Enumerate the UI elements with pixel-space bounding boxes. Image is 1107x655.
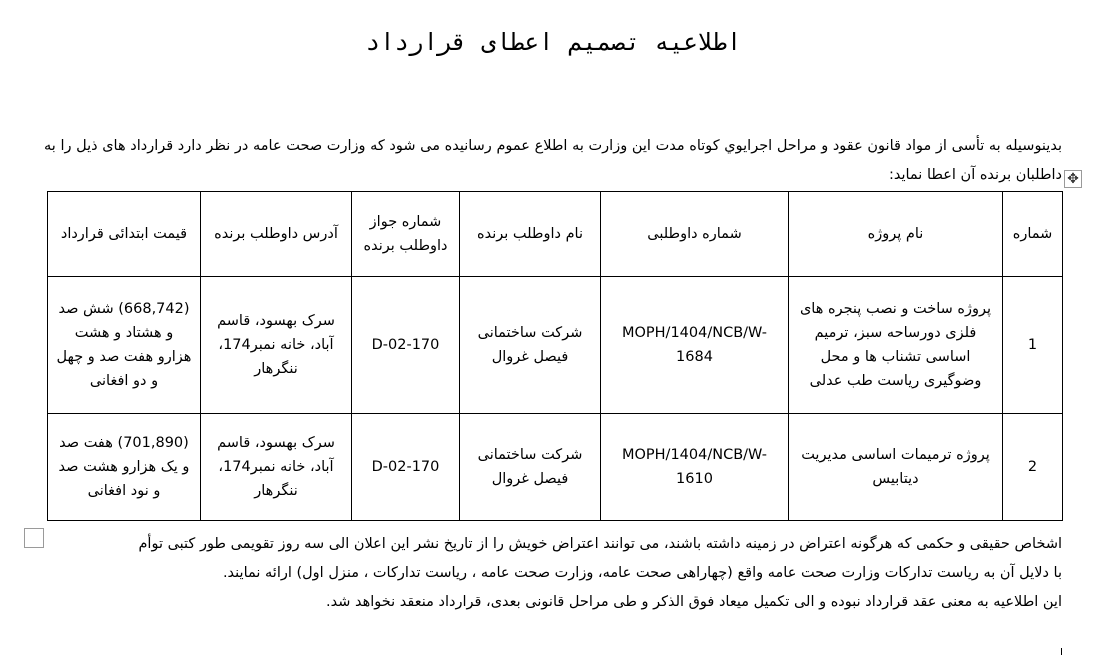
header-address: آدرس داوطلب برنده [201, 192, 352, 277]
table-row [48, 414, 1063, 521]
cell-winner-name: شرکت ساختمانی فیصل غروال [460, 277, 601, 414]
license-text: D-02-170 [371, 459, 440, 475]
move-icon[interactable]: ✥ [1064, 170, 1082, 188]
header-license: شماره جواز داوطلب برنده [352, 192, 460, 277]
cell-number: 1 [1003, 277, 1063, 414]
footer-line-1: اشخاص حقیقی و حکمی که هرگونه اعتراض در زمینه داشته باشند، می توانند اعتراض خویش را از تاریخ نشر این اعلان الی سه روز تقویمی طور کتبی توأم [138, 536, 1062, 552]
table-header-row [48, 192, 1063, 277]
cell-address: سرک بهسود، قاسم آباد، خانه نمبر174، ننگرهار [201, 414, 352, 521]
header-number: شماره [1003, 192, 1063, 277]
cell-project: پروژه ساخت و نصب پنجره های فلزی دورساحه سبز، ترمیم اساسی تشناب ها و محل وضوگیری ریاست طب عدلی [789, 277, 1003, 414]
intro-paragraph: بدینوسیله به تأسی از مواد قانون عقود و مراحل اجرایوي کوتاه مدت این وزارت به اطلاع عموم رسانیده می شود که وزارت صحت عامه در نظر دارد قرارداد های ذیل را به داطلبان برنده آن اعطا نماید: [44, 138, 1062, 183]
document-title: اطلاعیه تصمیم اعطای قرارداد [365, 28, 742, 56]
contract-awards-table [47, 191, 1063, 521]
cell-license [352, 414, 460, 521]
bid-number-text: MOPH/1404/NCB/W-1684 [621, 325, 768, 365]
footer-notice [44, 530, 1062, 617]
cell-number: 2 [1003, 414, 1063, 521]
header-bid-number: شماره داوطلبی [601, 192, 789, 277]
cell-price: (701,890) هفت صد و یک هزارو هشت صد و نود افغانی [48, 414, 201, 521]
table-row [48, 277, 1063, 414]
cell-bid-number [601, 414, 789, 521]
bid-number-text: MOPH/1404/NCB/W-1610 [621, 447, 768, 487]
text-cursor [1061, 648, 1062, 655]
footer-line-2: با دلایل آن به ریاست تدارکات وزارت صحت عامه واقع (چهاراهی صحت عامه، وزارت صحت عامه ، ریاست تدارکات ، منزل اول) ارائه نمایند. [222, 565, 1062, 581]
table-resize-handle[interactable] [24, 528, 44, 548]
cell-bid-number [601, 277, 789, 414]
header-winner-name: نام داوطلب برنده [460, 192, 601, 277]
cell-winner-name: شرکت ساختمانی فیصل غروال [460, 414, 601, 521]
cell-license [352, 277, 460, 414]
footer-line-3: این اطلاعیه به معنی عقد قرارداد نبوده و الی تکمیل میعاد فوق الذکر و طی مراحل قانونی بعدی، قرارداد منعقد نخواهد شد. [326, 594, 1062, 610]
cell-price: (668,742) شش صد و هشتاد و هشت هزارو هفت صد و چهل و دو افغانی [48, 277, 201, 414]
cell-project: پروژه ترمیمات اساسی مدیریت دیتابیس [789, 414, 1003, 521]
header-project: نام پروژه [789, 192, 1003, 277]
license-text: D-02-170 [371, 337, 440, 353]
header-price: قیمت ابتدائی قرارداد [48, 192, 201, 277]
cell-address: سرک بهسود، قاسم آباد، خانه نمبر174، ننگرهار [201, 277, 352, 414]
